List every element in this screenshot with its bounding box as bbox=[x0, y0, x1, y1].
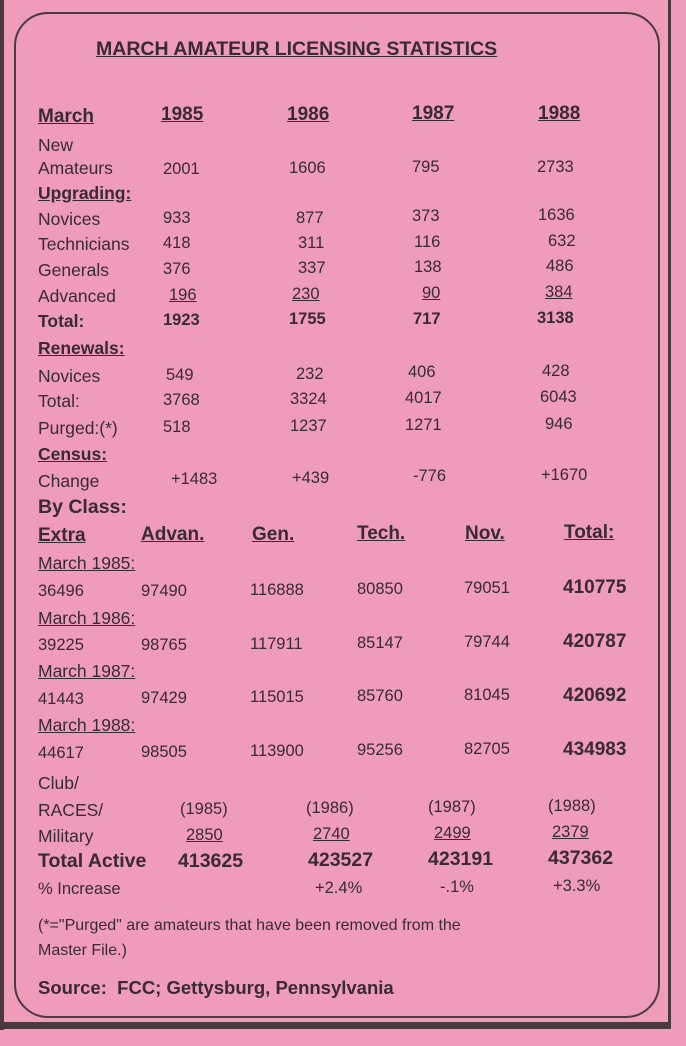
total-active-value: 437362 bbox=[548, 847, 614, 869]
period-value: 79051 bbox=[464, 579, 510, 597]
renewals-value: 549 bbox=[166, 366, 194, 384]
period-value: 115015 bbox=[250, 688, 304, 706]
new-amateurs-1986: 1606 bbox=[289, 159, 326, 177]
census-change-value: +1670 bbox=[541, 466, 588, 484]
period-total: 434983 bbox=[563, 739, 627, 760]
census-change-value: +439 bbox=[292, 469, 330, 487]
upgrading-value: 90 bbox=[422, 284, 441, 302]
header-march: March bbox=[38, 106, 94, 127]
new-label: New bbox=[38, 135, 74, 155]
upgrading-label: Novices bbox=[38, 209, 101, 229]
upgrading-value: 337 bbox=[298, 259, 326, 277]
club-value-1986: 2740 bbox=[313, 825, 350, 843]
period-value: 97490 bbox=[141, 582, 187, 600]
upgrading-value: 877 bbox=[296, 209, 324, 227]
total-active-value: 413625 bbox=[178, 850, 244, 872]
upgrading-value: 384 bbox=[545, 283, 573, 301]
upgrading-value: 138 bbox=[414, 258, 442, 276]
renewals-value: 406 bbox=[408, 363, 436, 381]
column-tech: Tech. bbox=[357, 523, 406, 544]
period-value: 98765 bbox=[141, 636, 187, 654]
period-value: 36496 bbox=[38, 582, 84, 600]
column-extra: Extra bbox=[38, 525, 86, 546]
upgrading-label: Advanced bbox=[38, 286, 116, 306]
period-value: 79744 bbox=[464, 633, 510, 651]
renewals-value: 946 bbox=[545, 415, 573, 433]
upgrading-value: 116 bbox=[414, 233, 441, 251]
upgrading-label: Generals bbox=[38, 260, 110, 280]
upgrading-heading: Upgrading: bbox=[38, 183, 132, 203]
renewals-value: 232 bbox=[296, 365, 324, 383]
club-label: Club/ bbox=[38, 773, 79, 793]
club-value-1987: 2499 bbox=[434, 824, 471, 842]
total-active-value: 423527 bbox=[308, 849, 374, 871]
census-change-value: -776 bbox=[413, 467, 447, 485]
renewals-value: 3768 bbox=[163, 391, 200, 409]
races-label: RACES/ bbox=[38, 800, 104, 820]
period-total: 420787 bbox=[563, 631, 627, 652]
upgrading-total-value: 717 bbox=[413, 310, 441, 328]
header-year-1986: 1986 bbox=[287, 104, 330, 125]
census-change-value: +1483 bbox=[171, 470, 218, 488]
period-label: March 1987: bbox=[38, 661, 136, 681]
upgrading-value: 230 bbox=[292, 285, 320, 303]
period-label: March 1988: bbox=[38, 715, 136, 735]
period-label: March 1985: bbox=[38, 553, 136, 573]
upgrading-total-value: 1755 bbox=[289, 310, 326, 328]
period-value: 80850 bbox=[357, 580, 403, 598]
upgrading-value: 632 bbox=[548, 232, 576, 250]
renewals-value: 1271 bbox=[405, 416, 442, 434]
club-value-1988: 2379 bbox=[552, 823, 589, 841]
census-change-label: Change bbox=[38, 471, 100, 491]
footnote-line-2: Master File.) bbox=[38, 942, 127, 959]
header-year-1985: 1985 bbox=[161, 104, 204, 125]
period-value: 41443 bbox=[38, 690, 84, 708]
renewals-value: 6043 bbox=[540, 388, 577, 406]
period-value: 85760 bbox=[357, 687, 403, 705]
column-gen: Gen. bbox=[252, 524, 295, 545]
period-value: 98505 bbox=[141, 743, 187, 761]
club-year-1986: (1986) bbox=[306, 799, 354, 817]
renewals-heading: Renewals: bbox=[38, 338, 125, 358]
column-total: Total: bbox=[564, 522, 615, 543]
source-line: Source: FCC; Gettysburg, Pennsylvania bbox=[38, 977, 394, 998]
percent-increase-value: +3.3% bbox=[553, 877, 601, 895]
renewals-value: 4017 bbox=[405, 389, 442, 407]
bottom-border bbox=[0, 1022, 670, 1027]
club-year-1985: (1985) bbox=[180, 800, 228, 818]
upgrading-total-label: Total: bbox=[38, 311, 85, 331]
upgrading-value: 1636 bbox=[538, 206, 575, 224]
renewals-value: 1237 bbox=[290, 417, 327, 435]
military-label: Military bbox=[38, 826, 94, 846]
period-value: 116888 bbox=[250, 581, 304, 599]
renewals-label: Purged:(*) bbox=[38, 418, 118, 438]
new-amateurs-1987: 795 bbox=[412, 158, 440, 176]
period-value: 82705 bbox=[464, 740, 510, 758]
new-amateurs-1985: 2001 bbox=[163, 160, 200, 178]
renewals-value: 3324 bbox=[290, 390, 327, 408]
period-value: 117911 bbox=[250, 635, 303, 653]
percent-increase-value: -.1% bbox=[440, 878, 474, 896]
period-value: 95256 bbox=[357, 741, 403, 759]
upgrading-total-value: 3138 bbox=[537, 309, 574, 327]
period-label: March 1986: bbox=[38, 608, 136, 628]
percent-increase-value: +2.4% bbox=[315, 879, 363, 897]
total-active-label: Total Active bbox=[38, 850, 147, 872]
upgrading-value: 376 bbox=[163, 260, 191, 278]
period-total: 420692 bbox=[563, 685, 627, 706]
upgrading-value: 373 bbox=[412, 207, 440, 225]
header-year-1987: 1987 bbox=[412, 103, 455, 124]
club-year-1987: (1987) bbox=[428, 798, 476, 816]
total-active-value: 423191 bbox=[428, 848, 494, 870]
upgrading-value: 486 bbox=[546, 257, 574, 275]
upgrading-value: 418 bbox=[163, 234, 191, 252]
upgrading-total-value: 1923 bbox=[163, 311, 200, 329]
club-value-1985: 2850 bbox=[186, 826, 223, 844]
amateurs-label: Amateurs bbox=[38, 158, 113, 178]
renewals-label: Novices bbox=[38, 366, 101, 386]
header-year-1988: 1988 bbox=[538, 103, 581, 124]
census-heading: Census: bbox=[38, 444, 108, 464]
column-advan: Advan. bbox=[141, 524, 205, 545]
renewals-value: 518 bbox=[163, 418, 191, 436]
renewals-label: Total: bbox=[38, 391, 80, 411]
period-value: 85147 bbox=[357, 634, 403, 652]
column-nov: Nov. bbox=[465, 523, 505, 544]
period-value: 113900 bbox=[250, 742, 304, 760]
upgrading-value: 933 bbox=[163, 209, 191, 227]
upgrading-value: 196 bbox=[169, 286, 197, 304]
by-class-heading: By Class: bbox=[38, 496, 127, 518]
new-amateurs-1988: 2733 bbox=[537, 158, 574, 176]
period-value: 39225 bbox=[38, 636, 84, 654]
period-total: 410775 bbox=[563, 577, 627, 598]
page-title: MARCH AMATEUR LICENSING STATISTICS bbox=[96, 38, 498, 60]
period-value: 81045 bbox=[464, 686, 510, 704]
upgrading-label: Technicians bbox=[38, 234, 130, 254]
renewals-value: 428 bbox=[542, 362, 570, 380]
percent-increase-label: % Increase bbox=[38, 880, 121, 898]
club-year-1988: (1988) bbox=[548, 797, 596, 815]
footnote-line-1: (*="Purged" are amateurs that have been removed from the bbox=[38, 917, 461, 934]
period-value: 97429 bbox=[141, 689, 187, 707]
period-value: 44617 bbox=[38, 744, 84, 762]
upgrading-value: 311 bbox=[298, 234, 325, 252]
